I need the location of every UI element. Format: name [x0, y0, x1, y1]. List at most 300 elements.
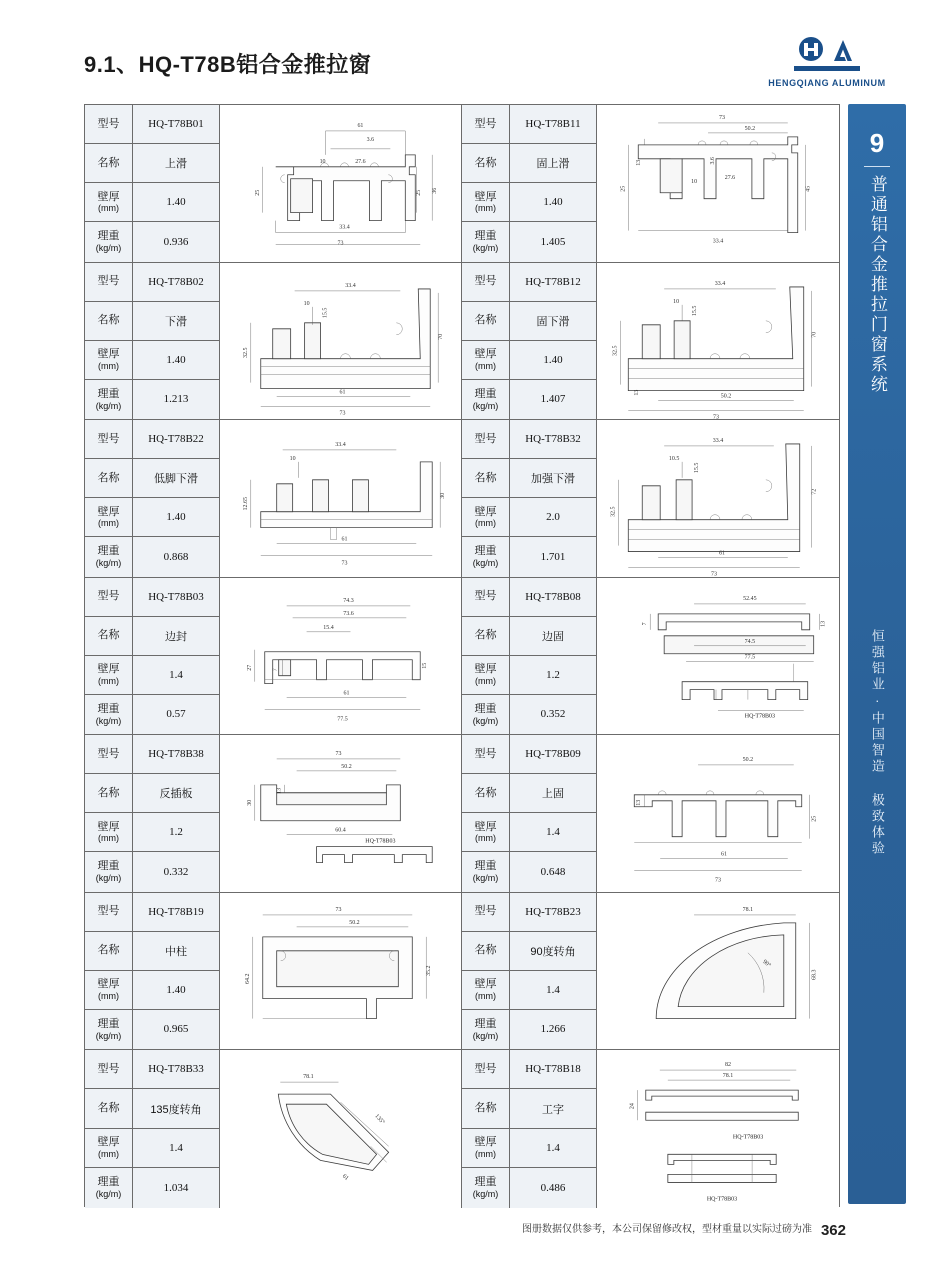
spec-label-weight-unit: (kg/m) [472, 1188, 499, 1199]
dim-label: 78.1 [303, 1074, 314, 1081]
spec-value-weight: 0.57 [166, 708, 186, 721]
spec-table [85, 578, 220, 735]
dim-label: 33.4 [345, 282, 356, 289]
spec-label-thickness-text: 壁厚 [97, 190, 120, 203]
dim-label: 61 [339, 389, 346, 396]
dim-label: 73.6 [343, 610, 354, 617]
spec-value-weight: 0.965 [163, 1023, 189, 1036]
section-slogan-vertical: 恒强铝业·中国智造 极致体验 [869, 629, 885, 857]
spec-label-thickness-unit: (mm) [98, 675, 119, 686]
spec-label-thickness [462, 498, 510, 536]
profile-diagram-b22 [220, 420, 461, 577]
spec-label-model: 型号 [85, 735, 133, 773]
dim-label: 73 [337, 240, 344, 247]
profile-diagram-b02 [220, 263, 461, 420]
spec-row-weight [85, 1010, 219, 1049]
dim-label: 45 [805, 185, 812, 192]
dim-label: 10 [319, 158, 326, 165]
dim-label: 61 [343, 690, 350, 697]
profile-diagram-b32 [597, 420, 839, 577]
spec-label-name: 名称 [85, 144, 133, 182]
spec-row-weight [462, 1168, 596, 1207]
spec-label-weight-text: 理重 [97, 545, 120, 558]
dim-label: 27 [246, 664, 253, 671]
dim-label: 74.5 [744, 638, 756, 645]
dim-label: 82 [725, 1062, 732, 1069]
section-title-vertical: 普通铝合金推拉门窗系统 [867, 175, 887, 395]
spec-row-thickness [462, 656, 596, 695]
spec-label-weight-text: 理重 [97, 860, 120, 873]
spec-row-weight [85, 380, 219, 419]
spec-label-thickness-unit: (mm) [98, 203, 119, 214]
spec-label-model: 型号 [85, 578, 133, 616]
dim-label: 13 [636, 159, 643, 166]
dim-label: 35.2 [426, 965, 433, 976]
spec-value-name: 固下滑 [536, 315, 570, 328]
spec-label-model: 型号 [462, 263, 510, 301]
spec-value-name: 工字 [542, 1103, 564, 1116]
spec-value-model: HQ-T78B09 [525, 748, 581, 761]
profile-cell [462, 263, 839, 421]
spec-label-thickness [462, 341, 510, 379]
spec-label-weight [85, 1168, 133, 1207]
dim-label: 72 [811, 488, 818, 495]
spec-label-thickness [85, 498, 133, 536]
spec-value-thickness: 1.40 [166, 511, 186, 524]
spec-value-model: HQ-T78B18 [525, 1063, 581, 1076]
profile-cell [85, 105, 462, 263]
dim-label: 73 [711, 571, 717, 577]
dim-label: 61 [340, 1173, 350, 1182]
spec-value-thickness: 1.4 [169, 668, 183, 681]
spec-label-thickness-text: 壁厚 [474, 978, 497, 991]
spec-row-model [462, 735, 596, 774]
spec-label-thickness-text: 壁厚 [97, 1136, 120, 1149]
spec-label-name: 名称 [85, 302, 133, 340]
spec-label-thickness [462, 656, 510, 694]
dim-label: 61 [357, 122, 364, 129]
dim-label: 30 [246, 799, 253, 806]
spec-value-weight: 0.352 [540, 708, 566, 721]
spec-label-thickness-text: 壁厚 [97, 505, 120, 518]
dim-label: 10.5 [668, 455, 680, 462]
spec-row-weight [85, 1168, 219, 1207]
dim-label: 73 [341, 560, 348, 567]
dim-label: 12.65 [242, 497, 249, 511]
spec-row-thickness [85, 813, 219, 852]
spec-table [462, 578, 597, 735]
spec-table [85, 263, 220, 420]
profile-cell [462, 1050, 839, 1208]
spec-label-model: 型号 [85, 263, 133, 301]
spec-label-thickness-unit: (mm) [475, 203, 496, 214]
spec-label-name: 名称 [462, 932, 510, 970]
spec-label-name: 名称 [85, 1089, 133, 1127]
spec-label-thickness-unit: (mm) [98, 1149, 119, 1160]
spec-table [85, 1050, 220, 1208]
spec-label-thickness-unit: (mm) [475, 360, 496, 371]
spec-row-thickness [85, 971, 219, 1010]
profile-drawing [597, 105, 839, 262]
profile-diagram-b23 [597, 893, 839, 1050]
page-number: 362 [820, 1222, 846, 1239]
page-title: 9.1、HQ-T78B铝合金推拉窗 [84, 52, 372, 77]
spec-value-weight: 1.701 [540, 550, 566, 563]
profile-cell [462, 105, 839, 263]
spec-row-thickness [462, 813, 596, 852]
dim-label: 3.6 [710, 157, 717, 165]
spec-table [462, 735, 597, 892]
spec-value-name: 90度转角 [530, 945, 576, 958]
dim-label: 24 [629, 1103, 636, 1110]
spec-label-weight-unit: (kg/m) [95, 873, 122, 884]
dim-label: 13 [820, 620, 827, 627]
profile-drawing [220, 420, 461, 577]
dim-label: 10 [289, 455, 296, 462]
dim-label: 13 [634, 389, 641, 396]
spec-table [85, 420, 220, 577]
dim-label: 13 [276, 787, 283, 794]
profile-diagram-b01 [220, 105, 461, 262]
dim-label: 7 [642, 621, 649, 625]
spec-row-thickness [462, 498, 596, 537]
dim-label: 15.4 [323, 624, 334, 631]
profile-diagram-b11 [597, 105, 839, 262]
spec-label-model: 型号 [462, 105, 510, 143]
spec-value-name: 上固 [542, 788, 564, 801]
spec-value-name: 上滑 [165, 158, 187, 171]
spec-label-weight-text: 理重 [474, 1017, 497, 1030]
spec-value-model: HQ-T78B08 [525, 590, 581, 603]
spec-value-thickness: 1.4 [546, 826, 560, 839]
dim-label: 77.5 [337, 716, 348, 723]
profile-diagram-b18 [597, 1050, 839, 1208]
dim-label: 50.2 [341, 763, 352, 770]
spec-label-name: 名称 [462, 459, 510, 497]
spec-label-model: 型号 [85, 105, 133, 143]
spec-label-weight-text: 理重 [97, 1017, 120, 1030]
spec-table [462, 1050, 597, 1208]
dim-label: 32.5 [242, 346, 249, 358]
dim-label: 15.5 [694, 462, 701, 474]
spec-value-thickness: 2.0 [546, 511, 560, 524]
spec-value-weight: 0.332 [163, 865, 189, 878]
profile-cell [85, 1050, 462, 1208]
spec-label-thickness [85, 341, 133, 379]
dim-label: 10 [691, 178, 698, 185]
spec-label-weight-text: 理重 [97, 387, 120, 400]
spec-label-weight [85, 537, 133, 576]
spec-label-thickness-unit: (mm) [475, 990, 496, 1001]
spec-label-weight [85, 380, 133, 419]
spec-label-model: 型号 [462, 578, 510, 616]
dim-label: 33.4 [712, 437, 724, 444]
spec-value-model: HQ-T78B19 [148, 905, 204, 918]
spec-row-name [462, 774, 596, 813]
profile-drawing [597, 420, 839, 577]
spec-value-weight: 0.648 [540, 865, 566, 878]
spec-label-thickness-text: 壁厚 [97, 348, 120, 361]
spec-value-thickness: 1.2 [546, 668, 560, 681]
dim-label: 61 [719, 550, 725, 557]
spec-row-thickness [462, 971, 596, 1010]
spec-label-weight-text: 理重 [97, 1176, 120, 1189]
profile-drawing [597, 263, 839, 420]
dim-label: 73 [335, 906, 342, 913]
dim-label: 10 [303, 300, 310, 307]
spec-row-thickness [462, 183, 596, 222]
spec-label-thickness-unit: (mm) [98, 518, 119, 529]
profile-diagram-b03 [220, 578, 461, 735]
spec-label-weight-unit: (kg/m) [95, 243, 122, 254]
sub-label: HQ-T78B03 [732, 1134, 764, 1141]
profile-drawing [597, 1050, 839, 1208]
spec-value-weight: 1.213 [163, 393, 189, 406]
spec-row-name [85, 1089, 219, 1128]
dim-label: 33.4 [339, 224, 350, 231]
spec-row-thickness [85, 183, 219, 222]
spec-label-weight-unit: (kg/m) [95, 1030, 122, 1041]
profile-drawing [597, 735, 839, 892]
spec-table [85, 893, 220, 1050]
spec-value-model: HQ-T78B38 [148, 748, 204, 761]
spec-row-name [462, 144, 596, 183]
spec-label-name: 名称 [85, 932, 133, 970]
spec-value-model: HQ-T78B32 [525, 433, 581, 446]
spec-row-thickness [85, 341, 219, 380]
spec-label-model: 型号 [462, 893, 510, 931]
dim-label: 32.5 [612, 344, 619, 356]
spec-label-weight [462, 380, 510, 419]
spec-value-model: HQ-T78B01 [148, 118, 204, 131]
spec-value-name: 反插板 [159, 788, 193, 801]
dim-label: 73 [719, 114, 725, 121]
spec-row-model [462, 578, 596, 617]
profile-cell [85, 263, 462, 421]
dim-label: 61 [341, 536, 348, 543]
spec-label-weight-unit: (kg/m) [472, 715, 499, 726]
spec-label-weight-unit: (kg/m) [95, 400, 122, 411]
spec-label-thickness-unit: (mm) [475, 833, 496, 844]
dim-label: 50.2 [720, 393, 732, 400]
spec-value-name: 边固 [542, 630, 564, 643]
spec-label-thickness-text: 壁厚 [97, 820, 120, 833]
profile-table [84, 104, 840, 1207]
dim-label: 52.45 [743, 595, 757, 602]
spec-row-weight [462, 380, 596, 419]
spec-label-model: 型号 [462, 1050, 510, 1088]
spec-row-name [85, 774, 219, 813]
spec-table [462, 420, 597, 577]
dim-label: 74.3 [343, 597, 354, 604]
spec-value-model: HQ-T78B11 [525, 118, 581, 131]
spec-row-weight [85, 222, 219, 261]
profile-cell [462, 735, 839, 893]
spec-label-thickness [85, 971, 133, 1009]
spec-value-model: HQ-T78B33 [148, 1063, 204, 1076]
profile-drawing [220, 1050, 461, 1208]
spec-row-thickness [462, 341, 596, 380]
spec-value-weight: 1.266 [540, 1023, 566, 1036]
dim-label: 15 [422, 662, 429, 669]
dim-label: 30 [440, 492, 447, 499]
spec-label-weight [462, 1010, 510, 1049]
spec-label-name: 名称 [85, 774, 133, 812]
company-logo [762, 36, 892, 98]
spec-value-model: HQ-T78B22 [148, 433, 204, 446]
spec-label-name: 名称 [85, 617, 133, 655]
spec-label-thickness-unit: (mm) [98, 360, 119, 371]
sub-label: HQ-T78B03 [744, 713, 775, 720]
spec-label-weight-text: 理重 [474, 702, 497, 715]
dim-label: 60.4 [335, 827, 346, 834]
spec-row-model [85, 420, 219, 459]
profile-drawing [597, 578, 839, 735]
spec-label-thickness-text: 壁厚 [474, 190, 497, 203]
spec-label-thickness [85, 183, 133, 221]
profile-cell [462, 420, 839, 578]
spec-value-name: 低脚下滑 [154, 473, 198, 486]
spec-label-thickness [462, 813, 510, 851]
spec-value-weight: 0.936 [163, 235, 189, 248]
dim-label: 61 [720, 851, 727, 858]
dim-label: 73 [713, 414, 719, 419]
spec-row-name [462, 617, 596, 656]
dim-label: 73 [339, 410, 346, 417]
spec-label-thickness [462, 971, 510, 1009]
spec-value-name: 固上滑 [536, 158, 570, 171]
spec-table [462, 893, 597, 1050]
dim-label: 73 [715, 877, 721, 884]
sub-label: HQ-T78B03 [365, 838, 396, 845]
spec-row-model [85, 1050, 219, 1089]
profile-diagram-b19 [220, 893, 461, 1050]
spec-label-name: 名称 [462, 144, 510, 182]
spec-table [462, 263, 597, 420]
spec-row-name [462, 1089, 596, 1128]
spec-label-weight [85, 852, 133, 891]
spec-label-name: 名称 [462, 302, 510, 340]
footer-disclaimer: 图册数据仅供参考，本公司保留修改权，型材重量以实际过磅为准 [522, 1224, 812, 1235]
spec-label-thickness [462, 1129, 510, 1167]
spec-row-weight [85, 852, 219, 891]
spec-row-name [85, 459, 219, 498]
dim-label: 13 [636, 799, 643, 806]
spec-row-model [462, 420, 596, 459]
spec-table [462, 105, 597, 262]
spec-row-weight [462, 695, 596, 734]
dim-label: 10 [673, 298, 680, 305]
spec-value-weight: 0.868 [163, 550, 189, 563]
spec-row-name [462, 302, 596, 341]
profile-cell [85, 578, 462, 736]
profile-drawing [220, 263, 461, 420]
profile-diagram-b38 [220, 735, 461, 892]
dim-label: 27.6 [724, 174, 736, 181]
spec-label-weight-text: 理重 [474, 860, 497, 873]
section-number: 9 [869, 128, 885, 158]
profile-diagram-b33 [220, 1050, 461, 1208]
spec-label-weight-unit: (kg/m) [472, 400, 499, 411]
spec-label-weight [85, 1010, 133, 1049]
dim-label: 32.5 [610, 506, 617, 517]
spec-label-name: 名称 [462, 617, 510, 655]
dim-label: 70 [438, 333, 445, 340]
spec-label-weight-text: 理重 [474, 387, 497, 400]
dim-label: 25 [254, 189, 261, 196]
spec-value-model: HQ-T78B02 [148, 275, 204, 288]
dim-label: 3.6 [366, 136, 375, 143]
spec-label-thickness-unit: (mm) [475, 518, 496, 529]
spec-row-model [85, 263, 219, 302]
dim-label: 7 [272, 667, 279, 671]
spec-label-thickness-text: 壁厚 [474, 348, 497, 361]
dim-label: 33.4 [335, 441, 346, 448]
spec-table [85, 735, 220, 892]
profile-drawing [597, 893, 839, 1050]
spec-value-model: HQ-T78B12 [525, 275, 581, 288]
dim-label: 33.4 [712, 238, 724, 245]
spec-value-thickness: 1.40 [166, 196, 186, 209]
spec-row-weight [85, 537, 219, 576]
dim-label: 25 [416, 189, 423, 196]
profile-diagram-b12 [597, 263, 839, 420]
profile-drawing [220, 578, 461, 735]
dim-label: 50.2 [742, 756, 754, 763]
spec-value-thickness: 1.2 [169, 826, 183, 839]
spec-value-thickness: 1.40 [166, 353, 186, 366]
spec-row-name [462, 459, 596, 498]
spec-value-name: 中柱 [165, 945, 187, 958]
spec-label-model: 型号 [462, 735, 510, 773]
spec-label-model: 型号 [85, 1050, 133, 1088]
spec-label-weight [462, 695, 510, 734]
spec-label-weight [85, 695, 133, 734]
dim-label: 33.4 [714, 280, 726, 287]
profile-drawing [220, 735, 461, 892]
spec-row-model [462, 893, 596, 932]
spec-label-weight [462, 537, 510, 576]
spec-label-weight-unit: (kg/m) [95, 1188, 122, 1199]
spec-value-thickness: 1.4 [546, 1141, 560, 1154]
dim-label: 68.3 [811, 969, 818, 980]
spec-value-thickness: 1.40 [166, 983, 186, 996]
dim-label: 90° [761, 958, 772, 969]
spec-label-weight [462, 222, 510, 261]
spec-label-thickness-text: 壁厚 [474, 505, 497, 518]
dim-label: 25 [620, 185, 627, 192]
spec-row-name [462, 932, 596, 971]
dim-label: 77.5 [744, 654, 756, 661]
spec-row-name [85, 617, 219, 656]
profile-cell [462, 893, 839, 1051]
spec-row-thickness [462, 1129, 596, 1168]
spec-value-weight: 0.486 [540, 1181, 566, 1194]
spec-label-thickness-text: 壁厚 [97, 978, 120, 991]
spec-label-weight-text: 理重 [474, 230, 497, 243]
spec-row-thickness [85, 498, 219, 537]
spec-row-model [85, 893, 219, 932]
dim-label: 15.5 [692, 305, 699, 316]
dim-label: 15.5 [322, 307, 329, 318]
profile-diagram-b08 [597, 578, 839, 735]
spec-label-model: 型号 [85, 420, 133, 458]
spec-value-thickness: 1.4 [169, 1141, 183, 1154]
dim-label: 50.2 [744, 125, 756, 132]
spec-label-weight [85, 222, 133, 261]
spec-label-thickness [85, 656, 133, 694]
profile-grid [85, 105, 839, 1206]
